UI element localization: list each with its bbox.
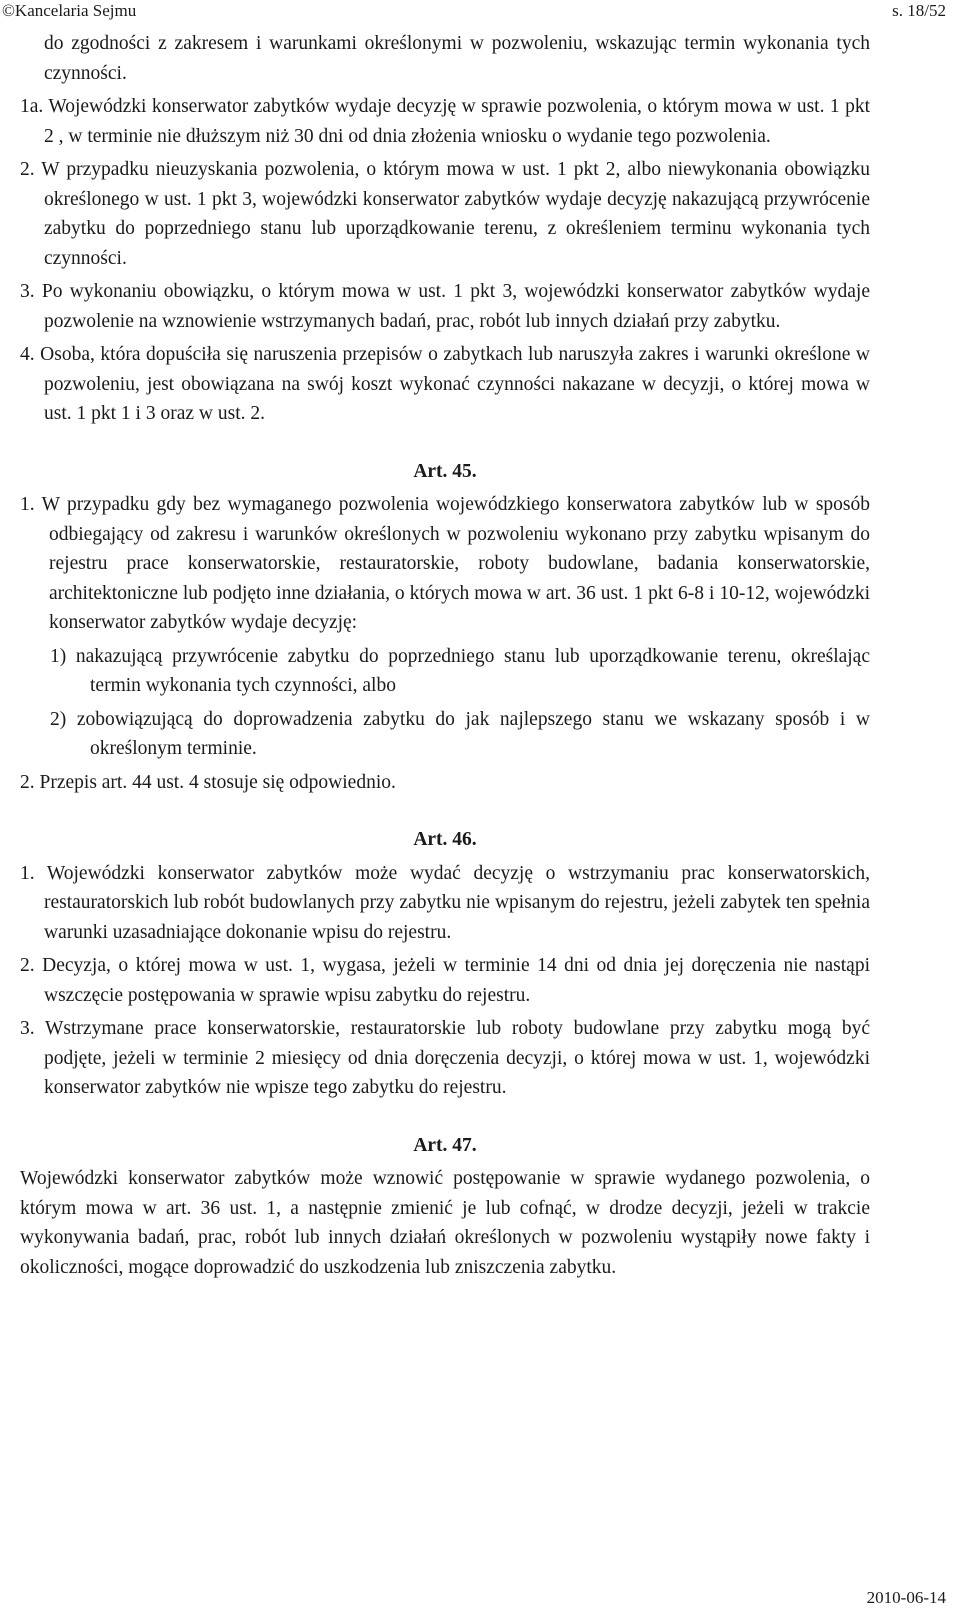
article-45-paragraph-2: 2. Przepis art. 44 ust. 4 stosuje się odpowiednio. [20,771,396,793]
paragraph-1a: 1a. Wojewódzki konserwator zabytków wydaje decyzję w sprawie pozwolenia, o którym mowa w ust. 1 pkt 2 , w terminie nie dłuższym niż 30 dni od dnia złożenia wniosku o wydanie tego pozwolenia. [20,96,870,147]
article-45-list-item-2: 2) zobowiązującą do doprowadzenia zabytku do jak najlepszego stanu we wskazany sposób i w określonym terminie. [50,708,870,759]
copyright-label: ©Kancelaria Sejmu [2,1,137,20]
article-46-paragraph-3: 3. Wstrzymane prace konserwatorskie, restauratorskie lub roboty budowlane przy zabytku mogą być podjęte, jeżeli w terminie 2 miesięcy od dnia doręczenia decyzji, o której mowa w ust. 1, wojewódzki konserwator zabytków nie wpisze tego zabytku do rejestru. [20,1018,870,1098]
article-45-paragraph-1: 1. W przypadku gdy bez wymaganego pozwolenia wojewódzkiego konserwatora zabytków lub w sposób odbiegający od zakresu i warunków określonych w pozwoleniu wykonano przy zabytku wpisanym do rejestru prace konserwatorskie, restauratorskie, roboty budowlane, badania konserwatorskie, architektoniczne lub podjęto inne działania, o których mowa w art. 36 ust. 1 pkt 6-8 i 10-12, wojewódzki konserwator zabytków wydaje decyzję: [20,494,870,633]
paragraph-3: 3. Po wykonaniu obowiązku, o którym mowa w ust. 1 pkt 3, wojewódzki konserwator zabytków wydaje pozwolenie na wznowienie wstrzymanych badań, prac, robót lub innych działań przy zabytku. [20,281,870,332]
page-header [0,0,960,22]
article-45-heading: Art. 45. [413,460,477,482]
footer-date: 2010-06-14 [866,1588,946,1607]
article-47-heading: Art. 47. [413,1134,477,1156]
paragraph-4: 4. Osoba, która dopuściła się naruszenia przepisów o zabytkach lub naruszyła zakres i warunki określone w pozwoleniu, jest obowiązana na swój koszt wykonać czynności nakazane w decyzji, o której mowa w ust. 1 pkt 1 i 3 oraz w ust. 2. [20,344,870,424]
article-46-paragraph-2: 2. Decyzja, o której mowa w ust. 1, wygasa, jeżeli w terminie 14 dni od dnia jej doręczenia nie nastąpi wszczęcie postępowania w sprawie wpisu zabytku do rejestru. [20,955,870,1006]
paragraph-2: 2. W przypadku nieuzyskania pozwolenia, o którym mowa w ust. 1 pkt 2, albo niewykonania obowiązku określonego w ust. 1 pkt 3, wojewódzki konserwator zabytków wydaje decyzję nakazującą przywrócenie zabytku do poprzedniego stanu lub uporządkowanie terenu, z określeniem terminu wykonania tych czynności. [20,159,870,269]
article-45-list-item-1: 1) nakazującą przywrócenie zabytku do poprzedniego stanu lub uporządkowanie terenu, określając termin wykonania tych czynności, albo [50,645,870,696]
article-46-heading: Art. 46. [413,829,477,850]
article-46-paragraph-1: 1. Wojewódzki konserwator zabytków może wydać decyzję o wstrzymaniu prac konserwatorskich, restauratorskich lub robót budowlanych przy zabytku nie wpisanym do rejestru, jeżeli zabytek ten spełnia warunki uzasadniające dokonanie wpisu do rejestru. [20,862,870,943]
page-number: s. 18/52 [892,1,946,20]
continued-paragraph: do zgodności z zakresem i warunkami określonymi w pozwoleniu, wskazując termin wykonania tych czynności. [44,33,870,84]
article-47-text: Wojewódzki konserwator zabytków może wznowić postępowanie w sprawie wydanego pozwolenia, o którym mowa w art. 36 ust. 1, a następnie zmienić je lub cofnąć, w drodze decyzji, jeżeli w trakcie wykonywania badań, prac, robót lub innych działań określonych w pozwoleniu wystąpiły nowe fakty i okoliczności, mogące doprowadzić do uszkodzenia lub zniszczenia zabytku. [20,1168,870,1278]
document-body [20,29,870,1282]
